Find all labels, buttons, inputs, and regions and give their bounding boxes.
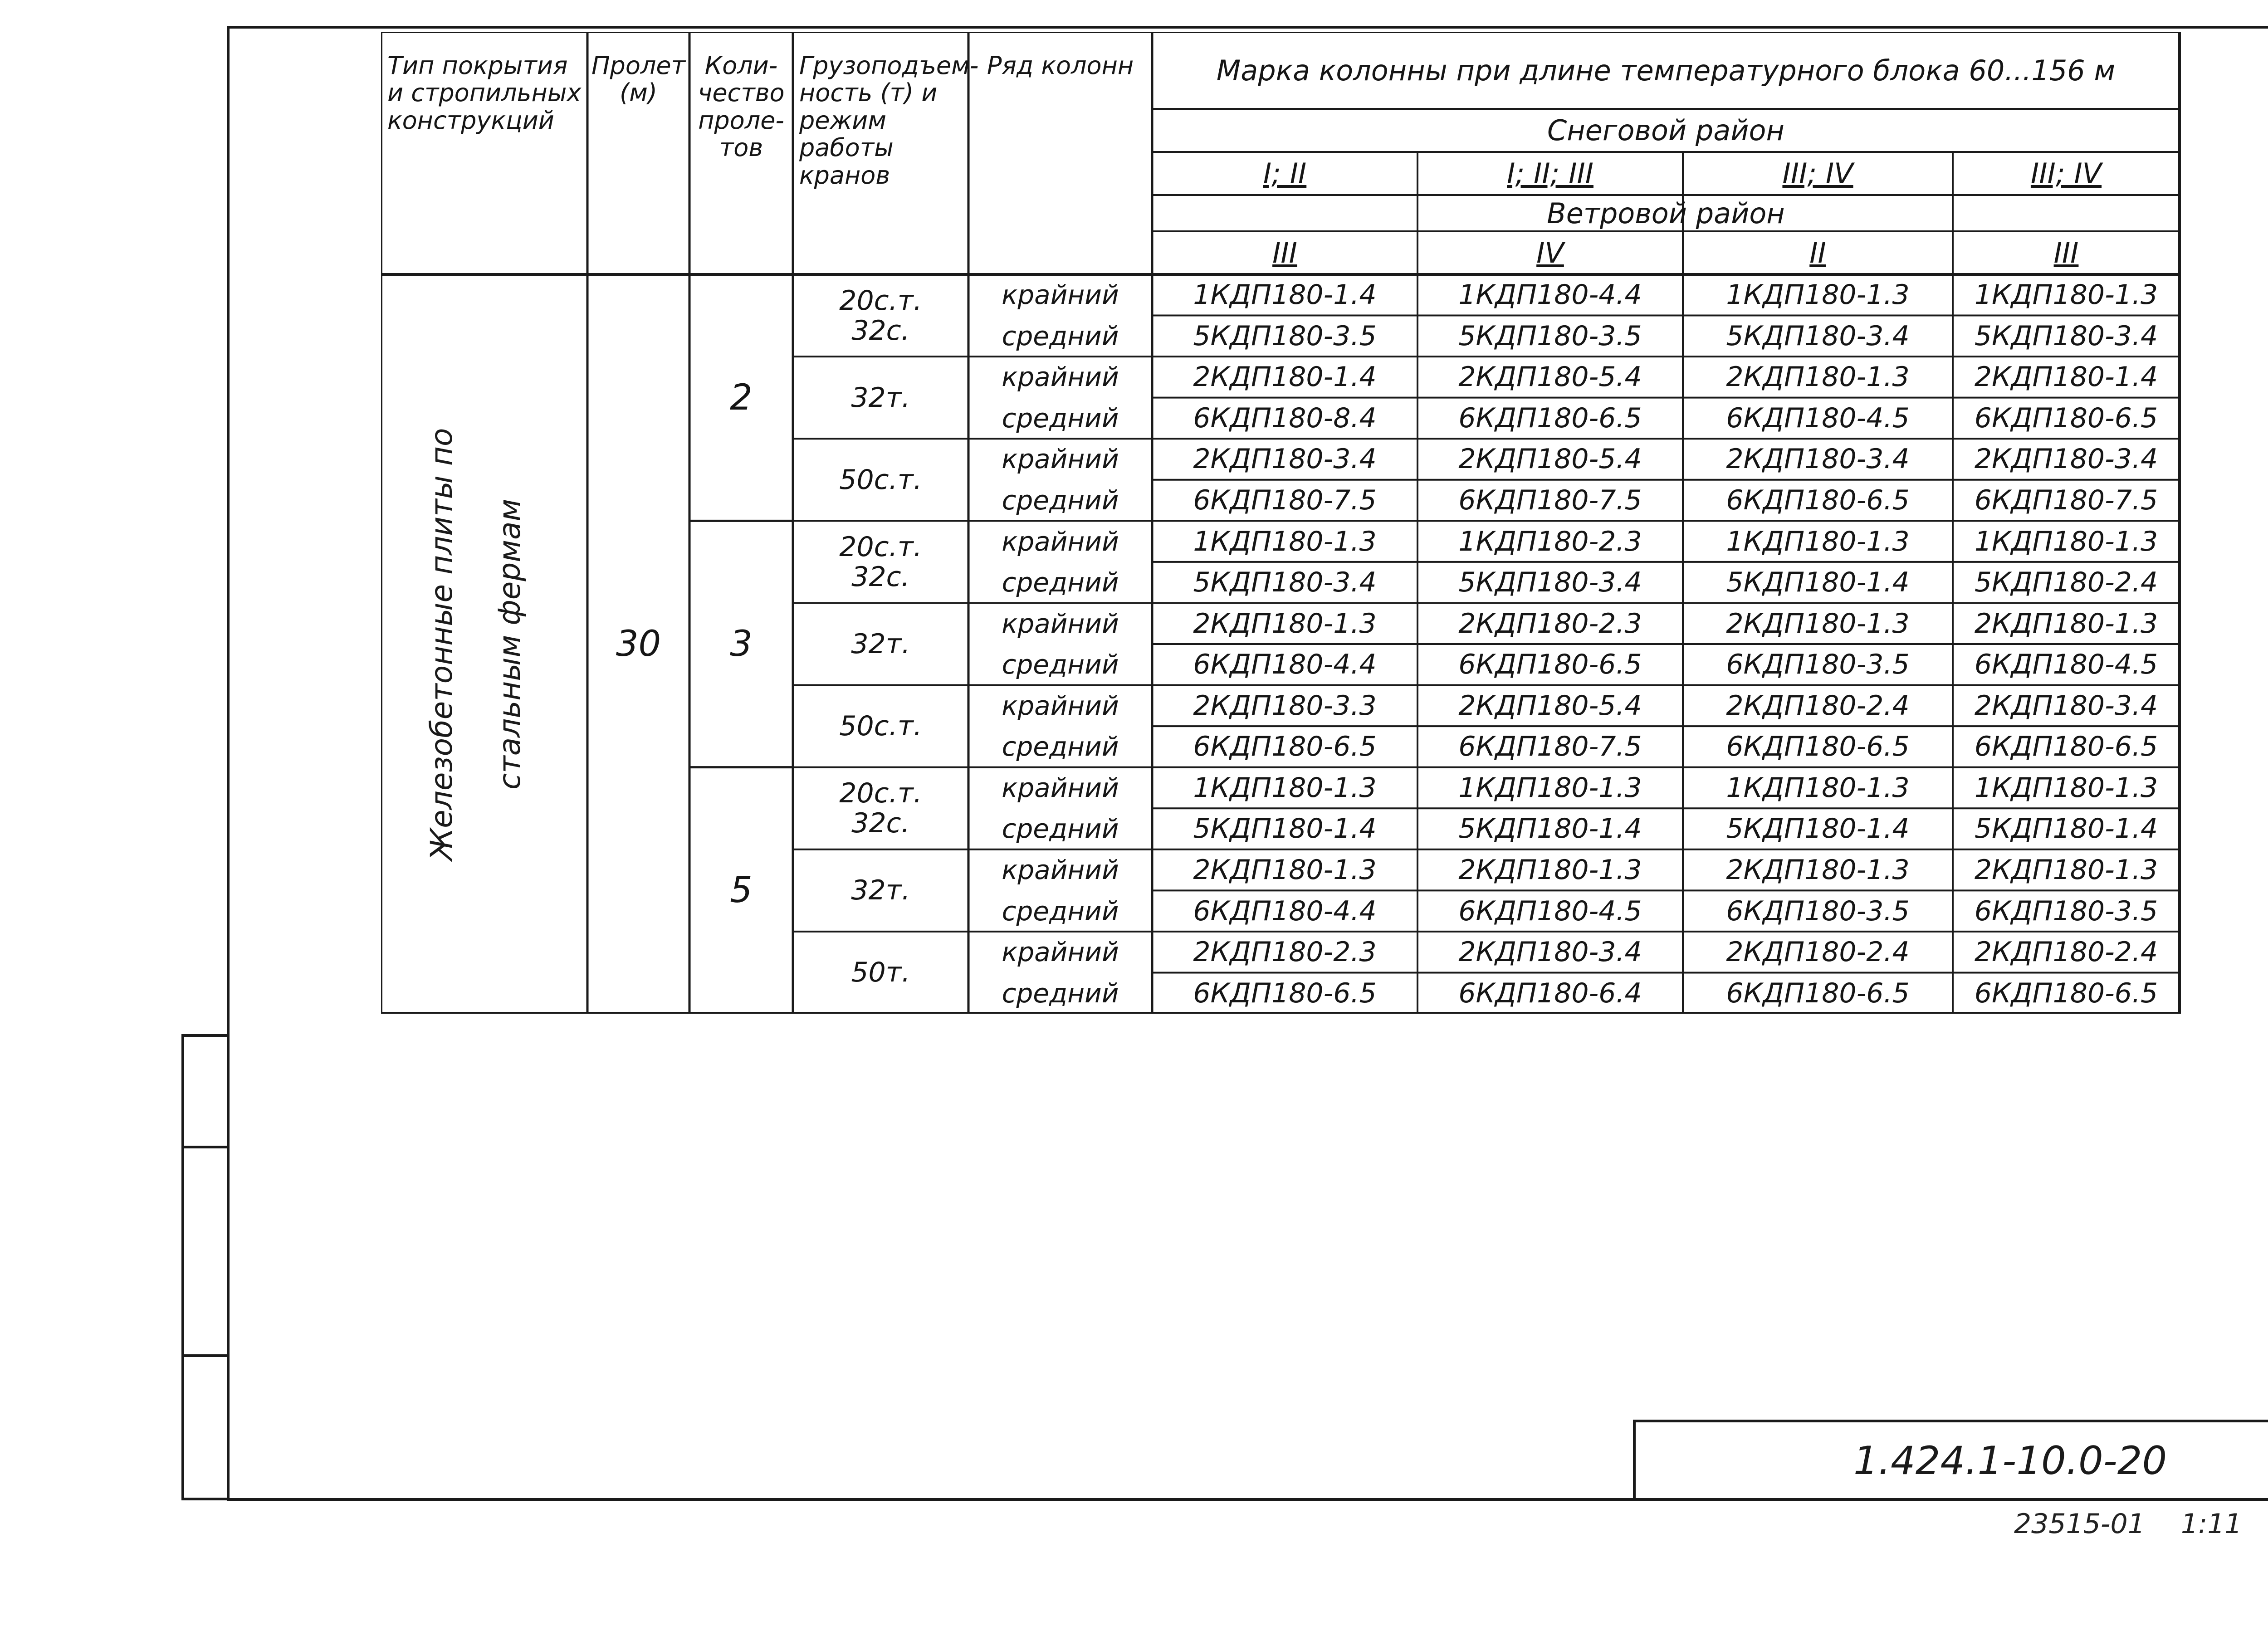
column-mark-value: 6КДП180-6.5 [1726,484,1910,517]
header-snow-value: III; IV [2030,157,2102,190]
column-mark-value: 6КДП180-6.4 [1458,977,1642,1009]
column-mark-value: 6КДП180-3.5 [1726,895,1910,927]
column-row-value: крайний [1002,690,1119,721]
roof-type-value-line: стальным фермам [492,498,527,790]
column-row-value: средний [1002,567,1119,598]
column-mark-value: 1КДП180-1.3 [1193,771,1377,804]
column-mark-value: 5КДП180-3.4 [1726,320,1910,352]
archive-number-code: 23515-01 [2014,1508,2145,1540]
column-row-value: крайний [1002,608,1119,639]
crane-value: 20с.т. 32с. [839,777,922,840]
column-row-value: средний [1002,731,1119,762]
column-mark-value: 6КДП180-7.5 [1974,484,2158,517]
column-mark-value: 1КДП180-1.3 [1726,279,1910,311]
column-row-value: крайний [1002,937,1119,968]
column-mark-value: 2КДП180-1.3 [1726,607,1910,640]
column-mark-value: 2КДП180-5.4 [1458,443,1642,475]
column-row-value: средний [1002,485,1119,516]
column-mark-value: 6КДП180-4.5 [1974,649,2158,681]
crane-value: 20с.т. 32с. [839,531,922,593]
span-count-value: 2 [730,377,753,418]
crane-value: 20с.т. 32с. [839,284,922,347]
header-span: Пролет (м) [591,51,686,107]
column-mark-value: 2КДП180-2.3 [1458,607,1642,640]
column-mark-value: 5КДП180-1.4 [1458,813,1642,845]
column-mark-value: 2КДП180-3.4 [1974,443,2158,475]
column-mark-table [381,32,2200,1014]
header-wind-region: Ветровой район [1547,196,1785,230]
span-value: 30 [616,624,661,664]
column-mark-value: 1КДП180-1.4 [1193,279,1377,311]
column-row-value: крайний [1002,772,1119,803]
column-mark-value: 2КДП180-5.4 [1458,689,1642,722]
column-mark-value: 2КДП180-3.4 [1458,936,1642,968]
header-wind-value: II [1809,236,1826,269]
column-mark-value: 2КДП180-1.3 [1193,854,1377,886]
binding-strip-divider [184,1146,230,1148]
header-wind-value: III [1272,236,1297,269]
column-mark-value: 6КДП180-6.5 [1974,402,2158,434]
header-column-row: Ряд колонн [987,51,1134,80]
column-mark-value: 6КДП180-6.5 [1726,977,1910,1009]
column-row-value: средний [1002,977,1119,1009]
column-row-value: средний [1002,402,1119,434]
column-row-value: средний [1002,813,1119,845]
column-mark-value: 6КДП180-6.5 [1193,731,1377,763]
column-row-value: средний [1002,649,1119,680]
header-span-count: Коли- чество проле- тов [698,51,785,162]
header-snow-value: III; IV [1782,157,1853,190]
column-mark-value: 2КДП180-1.3 [1726,854,1910,886]
header-mark-title: Марка колонны при длине температурного блока 60...156 м [1216,54,2116,87]
column-mark-value: 5КДП180-2.4 [1974,566,2158,599]
column-mark-value: 6КДП180-6.5 [1974,731,2158,763]
column-mark-value: 1КДП180-1.3 [1193,525,1377,557]
column-mark-value: 6КДП180-3.5 [1726,649,1910,681]
column-mark-value: 5КДП180-1.4 [1193,813,1377,845]
column-mark-value: 2КДП180-5.4 [1458,361,1642,393]
binding-strip-divider [184,1354,230,1357]
column-mark-value: 2КДП180-2.4 [1726,936,1910,968]
document-code: 1.424.1-10.0-20 [1853,1438,2167,1484]
column-mark-value: 5КДП180-1.4 [1726,813,1910,845]
header-wind-value: III [2053,236,2079,269]
column-mark-value: 1КДП180-1.3 [1458,771,1642,804]
header-snow-region: Снеговой район [1547,114,1785,147]
column-mark-value: 5КДП180-3.5 [1193,320,1377,352]
crane-value: 50с.т. [839,710,922,742]
column-row-value: крайний [1002,279,1119,311]
header-roof-type: Тип покрытия и стропильных конструкций [387,51,582,135]
span-count-value: 5 [730,870,753,911]
column-row-value: средний [1002,895,1119,927]
column-mark-value: 2КДП180-1.3 [1974,854,2158,886]
column-row-value: крайний [1002,361,1119,393]
header-snow-value: I; II; III [1507,157,1593,190]
crane-value: 50с.т. [839,464,922,496]
column-mark-value: 1КДП180-4.4 [1458,279,1642,311]
column-mark-value: 2КДП180-2.3 [1193,936,1377,968]
column-mark-value: 6КДП180-3.5 [1974,895,2158,927]
title-block [1633,1420,2268,1501]
column-mark-value: 5КДП180-3.4 [1193,566,1377,599]
column-mark-value: 6КДП180-8.4 [1193,402,1377,434]
column-mark-value: 5КДП180-1.4 [1974,813,2158,845]
archive-number-suffix: 1:11 [2180,1508,2242,1540]
column-mark-value: 6КДП180-6.5 [1193,977,1377,1009]
column-mark-value: 6КДП180-6.5 [1726,731,1910,763]
column-mark-value: 2КДП180-1.3 [1726,361,1910,393]
column-mark-value: 6КДП180-4.5 [1458,895,1642,927]
column-mark-value: 2КДП180-1.3 [1193,607,1377,640]
roof-type-value-line: Железобетонные плиты по [424,428,459,860]
column-row-value: крайний [1002,855,1119,886]
column-mark-value: 2КДП180-3.4 [1726,443,1910,475]
header-wind-value: IV [1536,236,1564,269]
binding-strip [181,1034,230,1500]
header-snow-value: I; II [1263,157,1307,190]
column-mark-value: 2КДП180-1.3 [1974,607,2158,640]
span-count-value: 3 [730,623,753,664]
crane-value: 50т. [851,957,910,989]
column-mark-value: 1КДП180-1.3 [1974,525,2158,557]
header-crane: Грузоподъем- ность (т) и режим работы кранов [799,51,979,190]
column-mark-value: 5КДП180-3.4 [1458,566,1642,599]
column-mark-value: 6КДП180-6.5 [1458,649,1642,681]
crane-value: 32т. [851,628,910,660]
column-row-value: средний [1002,320,1119,352]
column-mark-value: 5КДП180-1.4 [1726,566,1910,599]
column-mark-value: 5КДП180-3.5 [1458,320,1642,352]
crane-value: 32т. [851,874,910,907]
column-row-value: крайний [1002,444,1119,475]
column-mark-value: 6КДП180-7.5 [1193,484,1377,517]
column-row-value: крайний [1002,526,1119,557]
column-mark-value: 6КДП180-6.5 [1974,977,2158,1009]
column-mark-value: 2КДП180-1.3 [1458,854,1642,886]
column-mark-value: 1КДП180-1.3 [1974,771,2158,804]
column-mark-value: 1КДП180-1.3 [1726,771,1910,804]
column-mark-value: 6КДП180-4.4 [1193,649,1377,681]
column-mark-value: 2КДП180-1.4 [1974,361,2158,393]
column-mark-value: 2КДП180-3.4 [1974,689,2158,722]
column-mark-value: 2КДП180-3.4 [1193,443,1377,475]
column-mark-value: 6КДП180-7.5 [1458,484,1642,517]
column-mark-value: 2КДП180-1.4 [1193,361,1377,393]
column-mark-value: 5КДП180-3.4 [1974,320,2158,352]
archive-number [2014,1508,2242,1540]
crane-value: 32т. [851,381,910,414]
column-mark-value: 6КДП180-4.4 [1193,895,1377,927]
column-mark-value: 2КДП180-2.4 [1726,689,1910,722]
column-mark-value: 2КДП180-2.4 [1974,936,2158,968]
column-mark-value: 1КДП180-1.3 [1974,279,2158,311]
column-mark-value: 1КДП180-1.3 [1726,525,1910,557]
column-mark-value: 6КДП180-6.5 [1458,402,1642,434]
column-mark-value: 1КДП180-2.3 [1458,525,1642,557]
column-mark-value: 6КДП180-4.5 [1726,402,1910,434]
column-mark-value: 6КДП180-7.5 [1458,731,1642,763]
column-mark-value: 2КДП180-3.3 [1193,689,1377,722]
